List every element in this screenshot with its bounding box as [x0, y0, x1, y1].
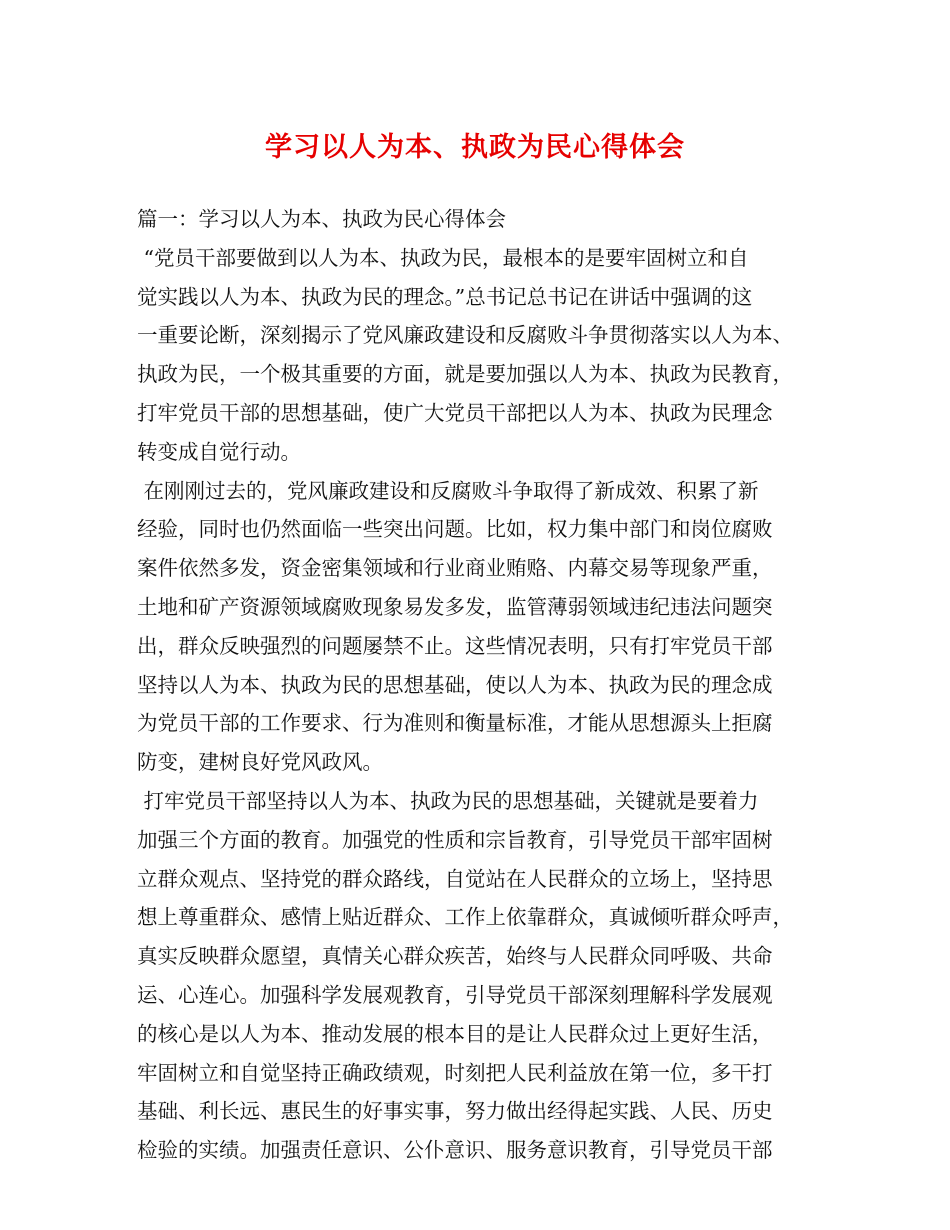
body-line: 打牢党员干部的思想基础，使广大党员干部把以人为本、执政为民理念	[137, 400, 773, 425]
body-line: 一重要论断，深刻揭示了党风廉政建设和反腐败斗争贯彻落实以人为本、	[137, 323, 793, 348]
body-line: 立群众观点、坚持党的群众路线，自觉站在人民群众的立场上，坚持思	[137, 866, 773, 891]
body-line: 检验的实绩。加强责任意识、公仆意识、服务意识教育，引导党员干部	[137, 1138, 773, 1163]
body-line: 执政为民，一个极其重要的方面，就是要加强以人为本、执政为民教育，	[137, 362, 793, 387]
body-line: 想上尊重群众、感情上贴近群众、工作上依靠群众，真诚倾听群众呼声，	[137, 905, 793, 930]
body-line: 案件依然多发，资金密集领域和行业商业贿赂、内幕交易等现象严重，	[137, 556, 773, 581]
body-line: 在刚刚过去的，党风廉政建设和反腐败斗争取得了新成效、积累了新	[137, 478, 759, 503]
body-line: 为党员干部的工作要求、行为准则和衡量标准，才能从思想源头上拒腐	[137, 711, 773, 736]
body-line: 的核心是以人为本、推动发展的根本目的是让人民群众过上更好生活，	[137, 1021, 773, 1046]
document-body	[137, 200, 837, 1170]
body-line: 觉实践以人为本、执政为民的理念。”总书记总书记在讲话中强调的这	[137, 284, 753, 309]
body-line: 出，群众反映强烈的问题屡禁不止。这些情况表明，只有打牢党员干部	[137, 633, 773, 658]
body-line: 加强三个方面的教育。加强党的性质和宗旨教育，引导党员干部牢固树	[137, 827, 773, 852]
document-title: 学习以人为本、执政为民心得体会	[265, 132, 685, 163]
body-line: 经验，同时也仍然面临一些突出问题。比如，权力集中部门和岗位腐败	[137, 517, 773, 542]
body-line: 土地和矿产资源领域腐败现象易发多发，监管薄弱领域违纪违法问题突	[137, 594, 773, 619]
body-line: 运、心连心。加强科学发展观教育，引导党员干部深刻理解科学发展观	[137, 982, 773, 1007]
body-line: 防变，建树良好党风政风。	[137, 750, 383, 775]
body-line: “党员干部要做到以人为本、执政为民，最根本的是要牢固树立和自	[137, 245, 749, 270]
body-line: 真实反映群众愿望，真情关心群众疾苦，始终与人民群众同呼吸、共命	[137, 944, 773, 969]
body-line: 坚持以人为本、执政为民的思想基础，使以人为本、执政为民的理念成	[137, 672, 773, 697]
body-line: 牢固树立和自觉坚持正确政绩观，时刻把人民利益放在第一位，多干打	[137, 1060, 773, 1085]
body-line: 转变成自觉行动。	[137, 439, 301, 464]
body-line: 篇一：学习以人为本、执政为民心得体会	[137, 207, 506, 231]
body-line: 打牢党员干部坚持以人为本、执政为民的思想基础，关键就是要着力	[137, 788, 759, 813]
body-line: 基础、利长远、惠民生的好事实事，努力做出经得起实践、人民、历史	[137, 1099, 773, 1124]
